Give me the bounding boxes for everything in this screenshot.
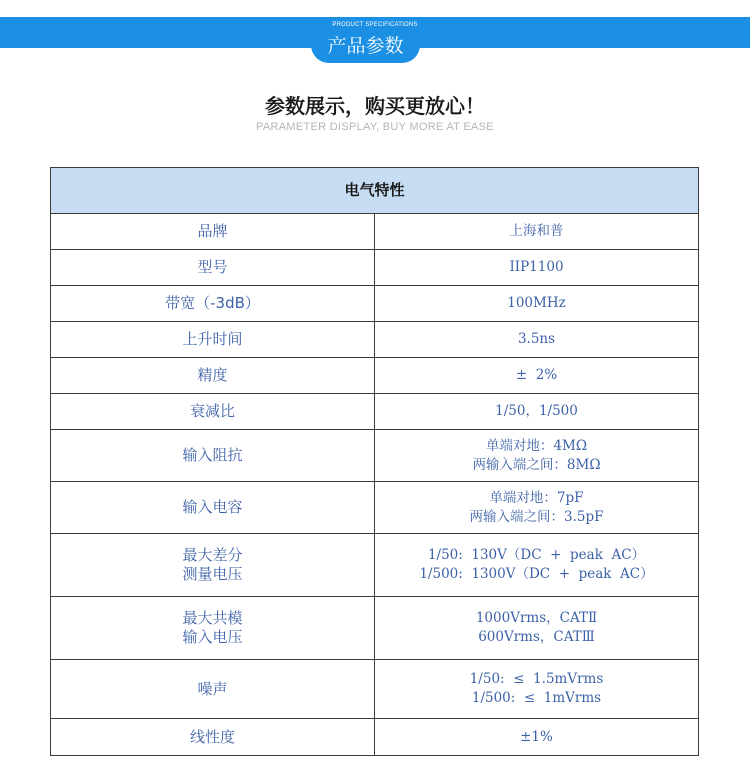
spec-label: 噪声 xyxy=(197,679,228,698)
spec-value-cell xyxy=(375,534,699,597)
spec-label: 输入阻抗 xyxy=(182,446,243,464)
spec-label: 带宽（-3dB） xyxy=(165,294,260,312)
spec-label: 输入电容 xyxy=(182,498,243,516)
spec-label: 品牌 xyxy=(197,222,228,240)
spec-label: 上升时间 xyxy=(182,330,243,348)
banner-subtitle: PRODUCT SPECIFICATIONS xyxy=(332,22,418,28)
spec-value-cell xyxy=(375,322,699,358)
spec-value: 上海和普 xyxy=(509,223,564,239)
table-header: 电气特性 xyxy=(51,168,699,214)
spec-value-cell xyxy=(375,482,699,534)
spec-label-cell xyxy=(51,534,375,597)
spec-label: 衰减比 xyxy=(189,402,235,420)
table-row xyxy=(51,430,699,482)
table-row xyxy=(51,250,699,286)
spec-value: ±1% xyxy=(520,728,553,745)
table-row xyxy=(51,214,699,250)
table-row xyxy=(51,660,699,719)
spec-table xyxy=(50,167,699,756)
table-header-row xyxy=(51,168,699,214)
spec-label-cell xyxy=(51,286,375,322)
spec-label: 最大共模 xyxy=(182,609,243,627)
spec-value-cell xyxy=(375,430,699,482)
spec-label-cell xyxy=(51,597,375,660)
table-row xyxy=(51,322,699,358)
table-row xyxy=(51,358,699,394)
spec-label-cell xyxy=(51,358,375,394)
spec-label: 最大差分 xyxy=(182,546,243,564)
spec-label-cell xyxy=(51,214,375,250)
spec-label-cell xyxy=(51,719,375,756)
table-row xyxy=(51,719,699,756)
spec-label: 精度 xyxy=(197,366,228,384)
spec-label: 测量电压 xyxy=(182,565,243,583)
spec-value-cell xyxy=(375,719,699,756)
table-row xyxy=(51,597,699,660)
spec-value-cell xyxy=(375,286,699,322)
spec-value: 两输入端之间：8MΩ xyxy=(472,456,601,473)
spec-label-cell xyxy=(51,394,375,430)
spec-value: 单端对地：4MΩ xyxy=(485,437,588,454)
table-row xyxy=(51,394,699,430)
spec-value: 600Vrms，CATⅢ xyxy=(478,629,595,645)
table-row xyxy=(51,534,699,597)
page-subheadline: PARAMETER DISPLAY, BUY MORE AT EASE xyxy=(256,121,494,133)
spec-value: 单端对地：7pF xyxy=(489,489,584,506)
spec-label-cell xyxy=(51,660,375,719)
spec-label-cell xyxy=(51,430,375,482)
spec-value-cell xyxy=(375,358,699,394)
spec-value: 1/500: 1300V（DC + peak AC） xyxy=(419,566,654,582)
spec-label: 型号 xyxy=(197,258,228,276)
spec-value-cell xyxy=(375,214,699,250)
spec-value: 1/50: ≤ 1.5mVrms xyxy=(469,671,604,687)
table-row xyxy=(51,286,699,322)
spec-value-cell xyxy=(375,597,699,660)
spec-value-cell xyxy=(375,250,699,286)
page-headline: 参数展示，购买更放心！ xyxy=(265,94,485,118)
spec-label: 输入电压 xyxy=(182,628,243,646)
spec-value: 100MHz xyxy=(507,295,566,311)
table-row xyxy=(51,482,699,534)
spec-value-cell xyxy=(375,394,699,430)
banner-title: 产品参数 xyxy=(327,35,404,57)
spec-value-cell xyxy=(375,660,699,719)
spec-label-cell xyxy=(51,250,375,286)
spec-value: 1000Vrms，CATⅡ xyxy=(475,610,598,626)
spec-value: 1/500: ≤ 1mVrms xyxy=(471,690,602,706)
spec-value: ± 2% xyxy=(515,367,558,383)
spec-label-cell xyxy=(51,482,375,534)
spec-value: 两输入端之间：3.5pF xyxy=(469,508,604,525)
spec-value: 1/50: 130V（DC + peak AC） xyxy=(427,547,646,563)
spec-label: 线性度 xyxy=(189,727,235,746)
spec-value: 3.5ns xyxy=(517,331,556,347)
spec-label-cell xyxy=(51,322,375,358)
spec-value: IIP1100 xyxy=(509,259,564,275)
spec-value: 1/50，1/500 xyxy=(495,403,578,419)
